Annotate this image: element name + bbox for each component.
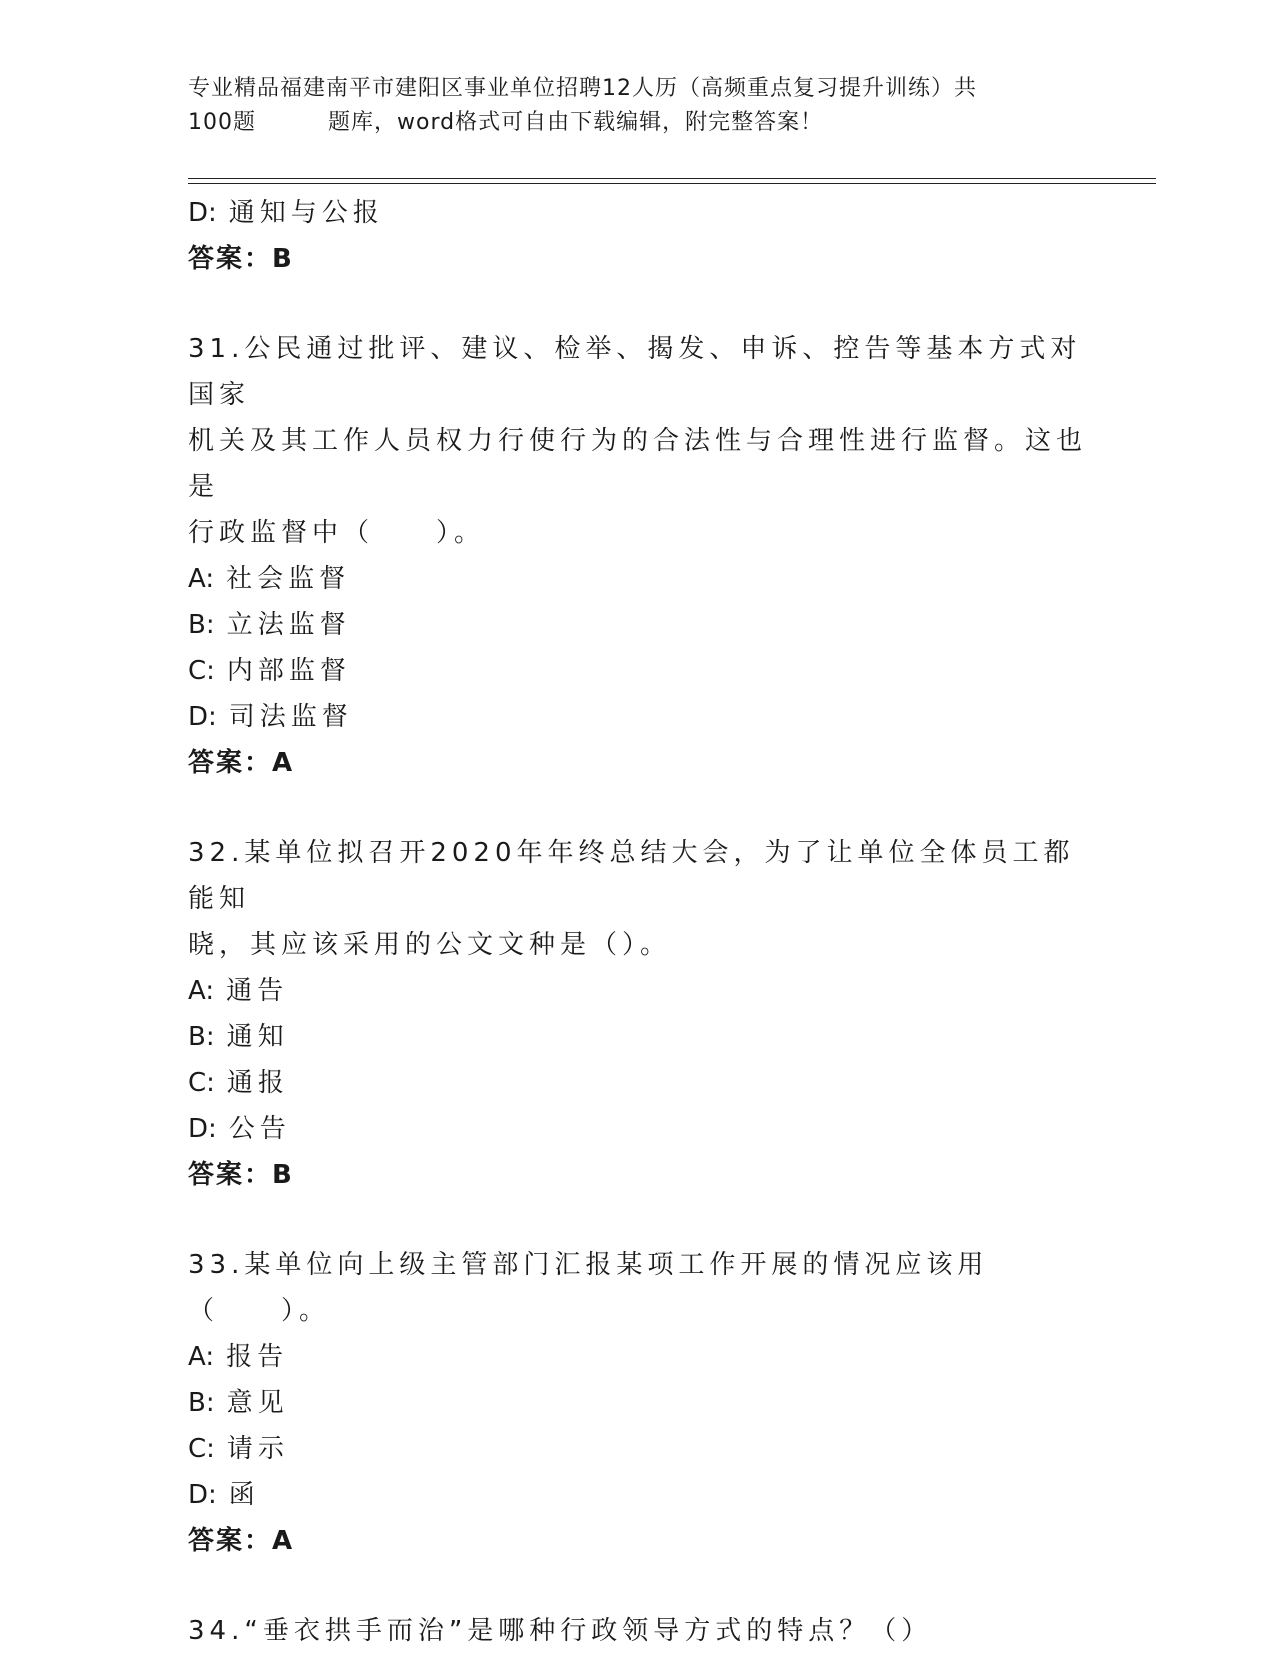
- option-text: 意见: [226, 1388, 289, 1418]
- header-title-line2: [188, 106, 1088, 140]
- option-d: [188, 1106, 1088, 1152]
- option-text: 通报: [226, 1068, 289, 1098]
- question-text-line: 33.某单位向上级主管部门汇报某项工作开展的情况应该用（ ）。: [188, 1250, 989, 1326]
- option-label: D:: [188, 198, 217, 228]
- question-text-line: 34.“垂衣拱手而治”是哪种行政领导方式的特点？（）: [188, 1616, 933, 1646]
- option-text: 报告: [226, 1342, 289, 1372]
- answer: 答案：B: [188, 1160, 294, 1190]
- option-label: D:: [188, 1114, 217, 1144]
- answer: 答案：A: [188, 1526, 295, 1556]
- option-text: 内部监督: [226, 656, 351, 686]
- question-34: [188, 1608, 1088, 1654]
- option-a: [188, 968, 1088, 1014]
- option-label: A:: [188, 1342, 215, 1372]
- option-b: [188, 1014, 1088, 1060]
- option-b: [188, 602, 1088, 648]
- option-text: 立法监督: [226, 610, 351, 640]
- header-subtitle: 题库，word格式可自由下载编辑，附完整答案！: [328, 110, 824, 135]
- question-list: [188, 190, 1088, 1654]
- prev-option-d: [188, 190, 1088, 236]
- header-divider-bottom: [188, 183, 1156, 184]
- option-label: D:: [188, 702, 217, 732]
- option-label: B:: [188, 1388, 215, 1418]
- question-text-line: 31.公民通过批评、建议、检举、揭发、申诉、控告等基本方式对国家: [188, 334, 1082, 410]
- option-a: [188, 1334, 1088, 1380]
- option-label: D:: [188, 1480, 217, 1510]
- option-label: C:: [188, 1434, 215, 1464]
- prev-answer: 答案：B: [188, 244, 294, 274]
- option-b: [188, 1380, 1088, 1426]
- option-c: [188, 1426, 1088, 1472]
- option-c: [188, 1060, 1088, 1106]
- answer: 答案：A: [188, 748, 295, 778]
- option-label: C:: [188, 656, 215, 686]
- option-d: [188, 1472, 1088, 1518]
- question-31: [188, 326, 1088, 786]
- header-title-line1: 专业精品福建南平市建阳区事业单位招聘12人历（高频重点复习提升训练）共: [188, 76, 977, 101]
- option-text: 函: [228, 1480, 260, 1510]
- option-a: [188, 556, 1088, 602]
- question-32: [188, 830, 1088, 1198]
- option-label: C:: [188, 1068, 215, 1098]
- option-text: 通知与公报: [228, 198, 384, 228]
- header-divider-top: [188, 178, 1156, 179]
- question-text-line: 机关及其工作人员权力行使行为的合法性与合理性进行监督。这也是: [188, 426, 1088, 502]
- option-label: B:: [188, 1022, 215, 1052]
- option-label: A:: [188, 976, 215, 1006]
- header-count: 100题: [188, 110, 256, 135]
- question-text-line: 行政监督中（ ）。: [188, 518, 486, 548]
- option-text: 通告: [226, 976, 289, 1006]
- page-header: [188, 72, 1088, 140]
- option-d: [188, 694, 1088, 740]
- option-text: 通知: [226, 1022, 289, 1052]
- option-text: 社会监督: [226, 564, 351, 594]
- question-33: [188, 1242, 1088, 1564]
- option-label: A:: [188, 564, 215, 594]
- option-label: B:: [188, 610, 215, 640]
- question-text-line: 32.某单位拟召开2020年年终总结大会，为了让单位全体员工都能知: [188, 838, 1075, 914]
- option-text: 公告: [228, 1114, 291, 1144]
- question-text-line: 晓，其应该采用的公文文种是（）。: [188, 930, 672, 960]
- option-text: 司法监督: [228, 702, 353, 732]
- option-text: 请示: [226, 1434, 289, 1464]
- option-c: [188, 648, 1088, 694]
